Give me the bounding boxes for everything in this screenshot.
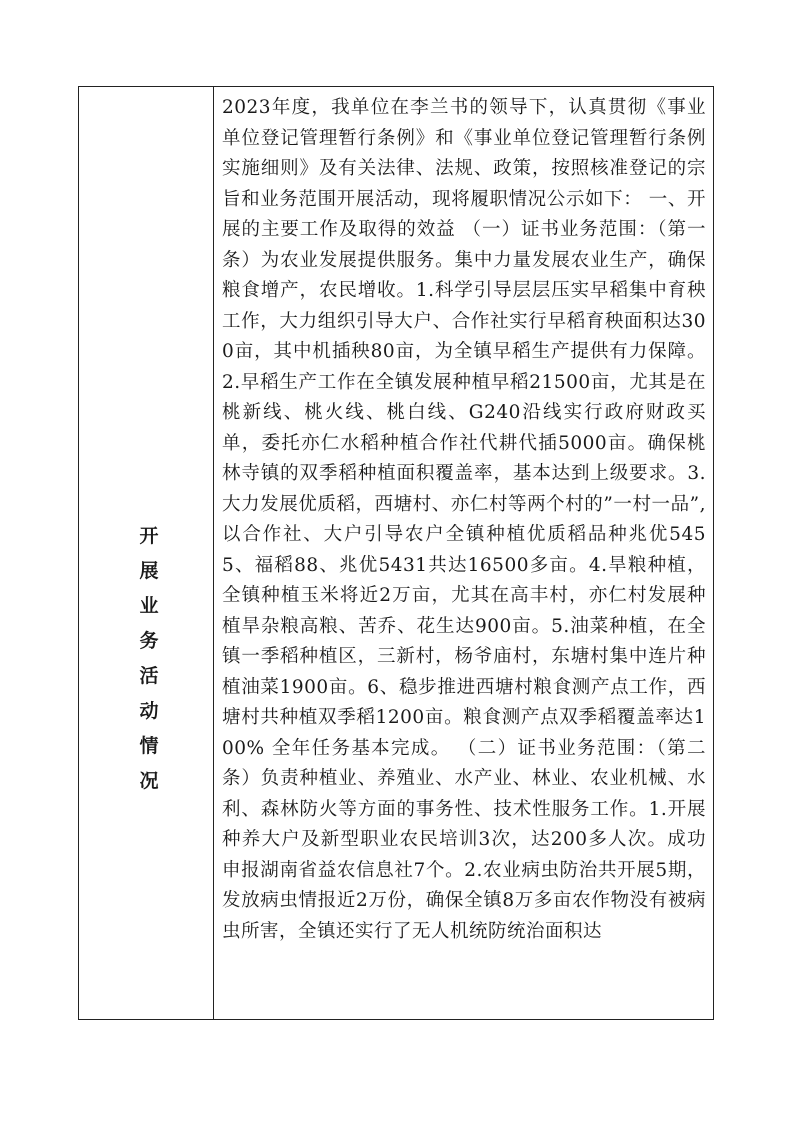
section-content-cell [214,87,713,1019]
activity-report-text: 2023年度，我单位在李兰书的领导下，认真贯彻《事业单位登记管理暂行条例》和《事业单位登记管理暂行条例实施细则》及有关法律、法规、政策，按照核准登记的宗旨和业务范围开展活动，现将履职情况公示如下： 一、开展的主要工作及取得的效益 （一）证书业务范围：（第一条）为农业发展提供服务。集中力量发展农业生产，确保粮食增产，农民增收。1.科学引导层层压实早稻集中育秧工作，大力组织引导大户、合作社实行早稻育秧面积达300亩，其中机插秧80亩，为全镇早稻生产提供有力保障。2.早稻生产工作在全镇发展种植早稻21500亩，尤其是在桃新线、桃火线、桃白线、G240沿线实行政府财政买单，委托亦仁水稻种植合作社代耕代插5000亩。确保桃林寺镇的双季稻种植面积覆盖率，基本达到上级要求。3.大力发展优质稻，西塘村、亦仁村等两个村的”一村一品”,以合作社、大户引导农户全镇种植优质稻品种兆优5455、福稻88、兆优5431共达16500多亩。4.旱粮种植，全镇种植玉米将近2万亩，尤其在高丰村，亦仁村发展种植旱杂粮高粮、苦乔、花生达900亩。5.油菜种植，在全镇一季稻种植区，三新村，杨爷庙村，东塘村集中连片种植油菜1900亩。6、稳步推进西塘村粮食测产点工作，西塘村共种植双季稻1200亩。粮食测产点双季稻覆盖率达100% 全年任务基本完成。 （二）证书业务范围：（第二条）负责种植业、养殖业、水产业、林业、农业机械、水利、森林防火等方面的事务性、技术性服务工作。1.开展种养大户及新型职业农民培训3次，达200多人次。成功申报湖南省益农信息社7个。2.农业病虫防治共开展5期，发放病虫情报近2万份，确保全镇8万多亩农作物没有被病虫所害，全镇还实行了无人机统防统治面积达 [222,97,706,942]
section-label-cell [79,87,214,1019]
report-table [78,86,714,1020]
section-label: 开展业务活动情况 [139,525,159,792]
